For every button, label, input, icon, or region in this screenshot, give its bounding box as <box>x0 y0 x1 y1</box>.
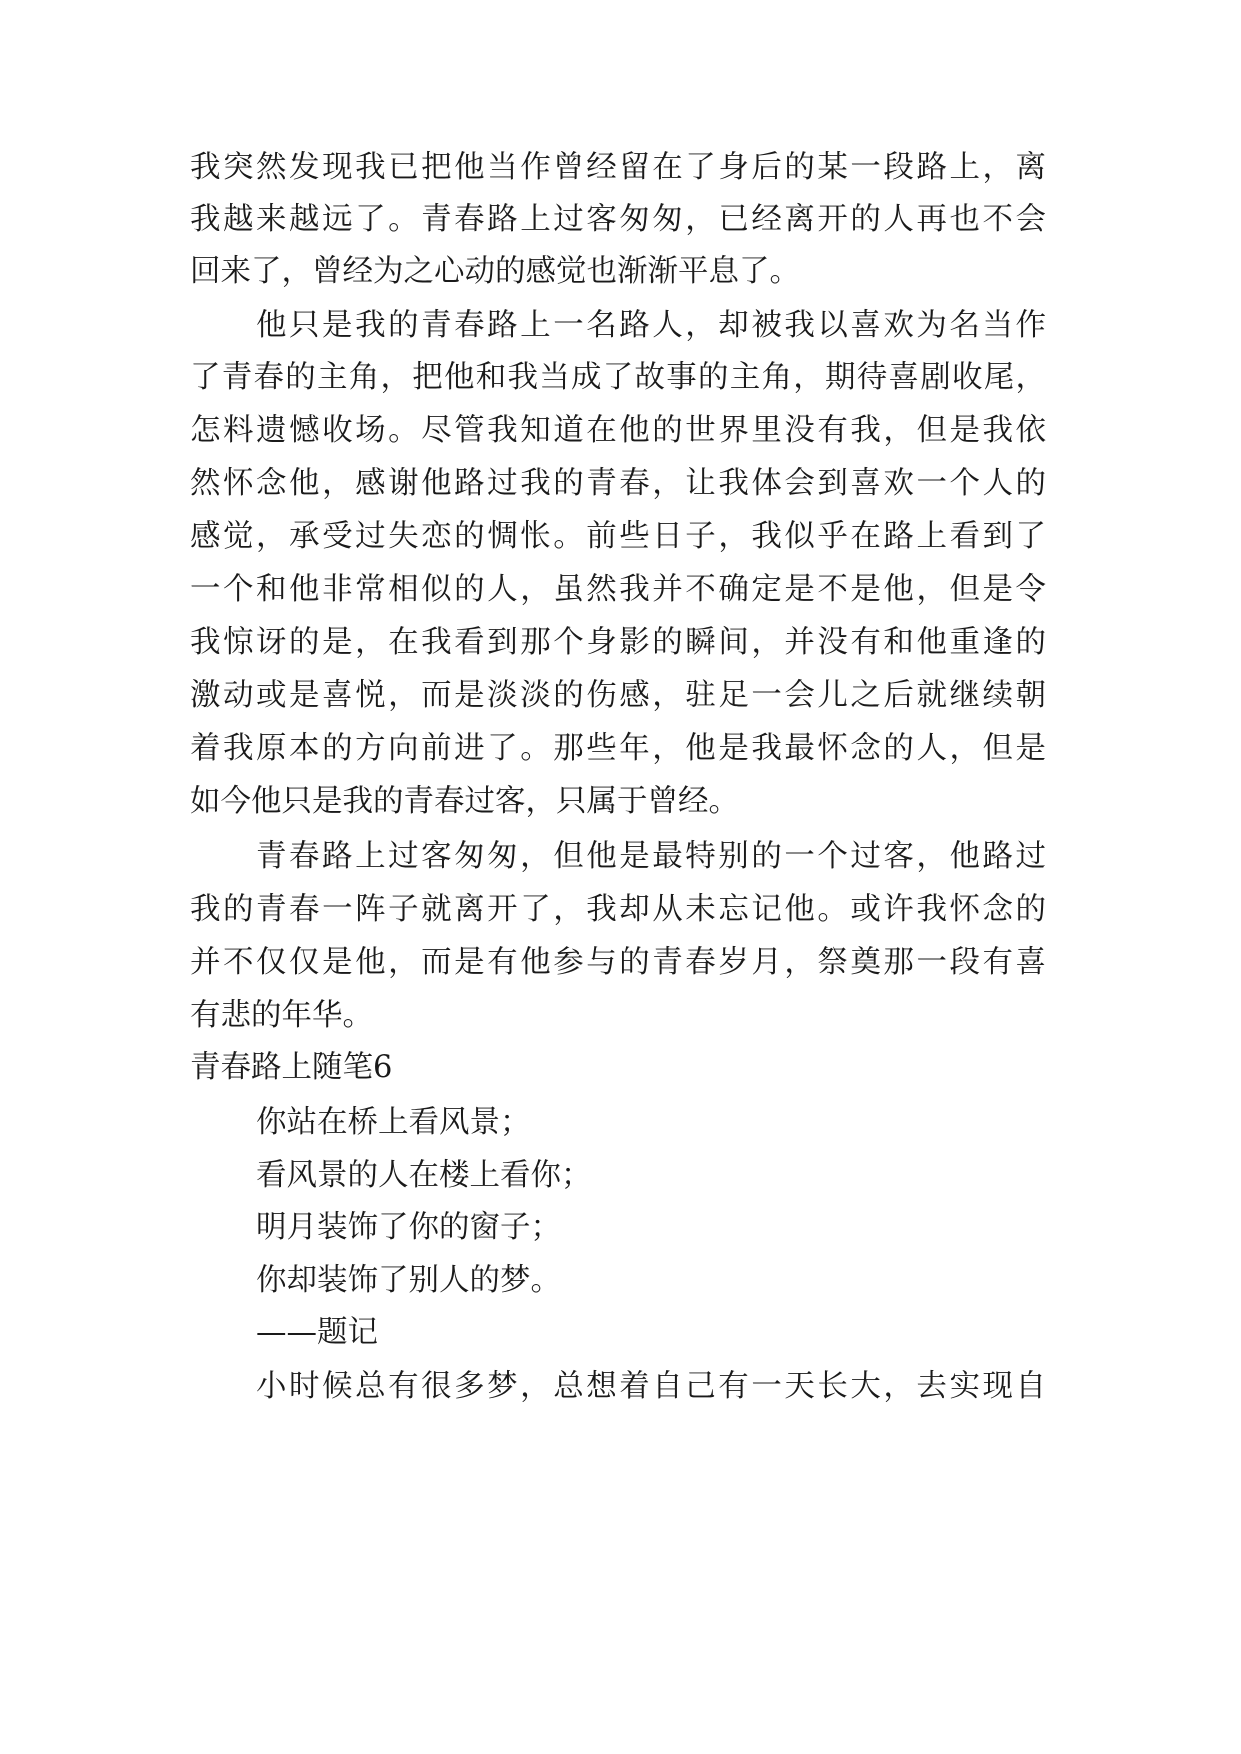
paragraph-line: 一个和他非常相似的人，虽然我并不确定是不是他，但是令 <box>190 572 1046 607</box>
paragraph-line: 有悲的年华。 <box>190 998 373 1033</box>
paragraph-line: 他只是我的青春路上一名路人，却被我以喜欢为名当作 <box>256 308 1046 343</box>
paragraph-line: 青春路上过客匆匆，但他是最特别的一个过客，他路过 <box>256 839 1046 874</box>
poem-line: 你却装饰了别人的梦。 <box>256 1263 561 1298</box>
paragraph-line: 如今他只是我的青春过客，只属于曾经。 <box>190 784 739 819</box>
paragraph-line: 我越来越远了。青春路上过客匆匆，已经离开的人再也不会 <box>190 202 1046 237</box>
paragraph-line: 感觉，承受过失恋的惆怅。前些日子，我似乎在路上看到了 <box>190 519 1046 554</box>
section-heading: 青春路上随笔6 <box>190 1050 393 1085</box>
poem-line: 明月装饰了你的窗子； <box>256 1210 561 1245</box>
paragraph-line: 了青春的主角，把他和我当成了故事的主角，期待喜剧收尾， <box>190 360 1046 395</box>
poem-line: 看风景的人在楼上看你； <box>256 1158 592 1193</box>
paragraph-line: 回来了，曾经为之心动的感觉也渐渐平息了。 <box>190 254 800 289</box>
poem-line: 你站在桥上看风景； <box>256 1105 531 1140</box>
paragraph-line: 我的青春一阵子就离开了，我却从未忘记他。或许我怀念的 <box>190 892 1046 927</box>
paragraph-line: 我突然发现我已把他当作曾经留在了身后的某一段路上，离 <box>190 150 1046 185</box>
paragraph-line: 激动或是喜悦，而是淡淡的伤感，驻足一会儿之后就继续朝 <box>190 678 1046 713</box>
paragraph-line: 怎料遗憾收场。尽管我知道在他的世界里没有我，但是我依 <box>190 413 1046 448</box>
paragraph-line: 并不仅仅是他，而是有他参与的青春岁月，祭奠那一段有喜 <box>190 945 1046 980</box>
paragraph-line: 小时候总有很多梦，总想着自己有一天长大，去实现自 <box>256 1369 1046 1404</box>
paragraph-line: 然怀念他，感谢他路过我的青春，让我体会到喜欢一个人的 <box>190 466 1046 501</box>
paragraph-line: 我惊讶的是，在我看到那个身影的瞬间，并没有和他重逢的 <box>190 625 1046 660</box>
paragraph-line: 着我原本的方向前进了。那些年，他是我最怀念的人，但是 <box>190 731 1046 766</box>
epigraph-label: ——题记 <box>256 1315 378 1350</box>
